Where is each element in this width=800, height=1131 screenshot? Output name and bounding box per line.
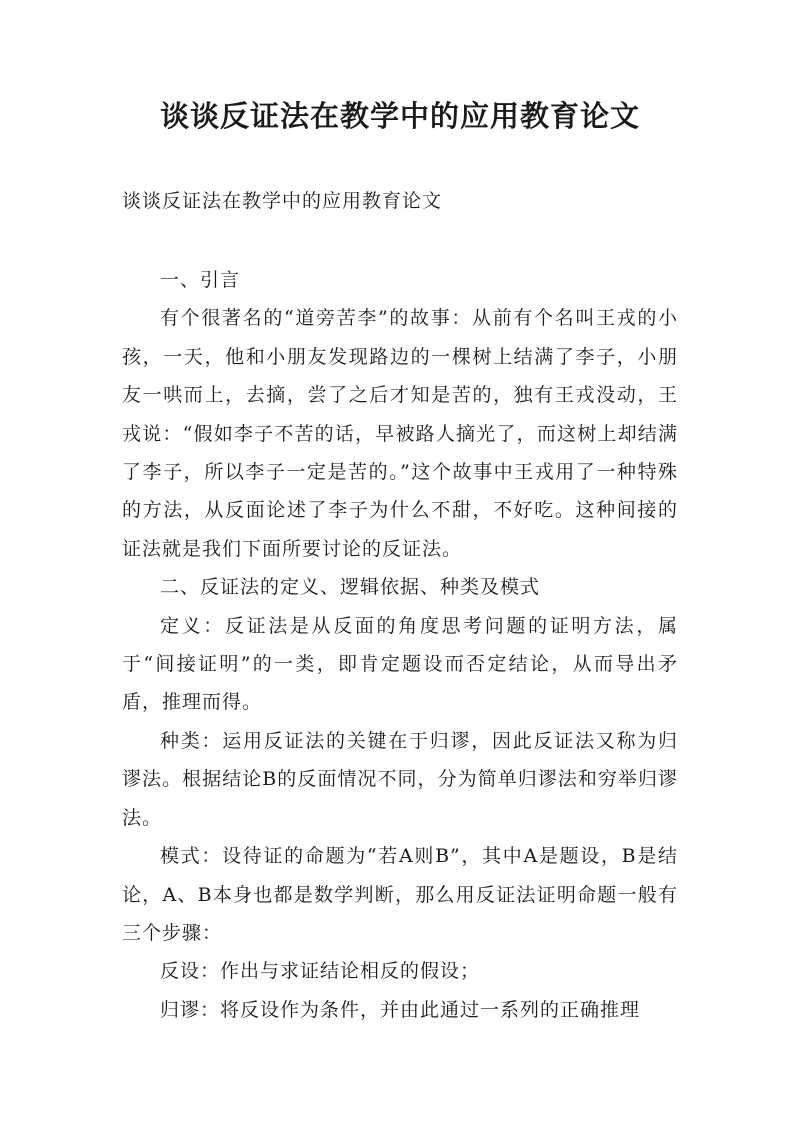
document-body bbox=[122, 261, 678, 1029]
paragraph-step-reduction: 归谬：将反设作为条件，并由此通过一系列的正确推理 bbox=[160, 998, 641, 1021]
document-title: 谈谈反证法在教学中的应用教育论文 bbox=[159, 99, 640, 133]
section-heading-introduction: 一、引言 bbox=[160, 269, 241, 291]
paragraph-types: 种类：运用反证法的关键在于归谬，因此反证法又称为归谬法。根据结论B的反面情况不同，分为简单归谬法和穷举归谬法。 bbox=[122, 729, 678, 829]
document-subtitle: 谈谈反证法在教学中的应用教育论文 bbox=[122, 190, 443, 212]
paragraph-pattern: 模式：设待证的命题为“若A则B”，其中A是题设，B是结论，A、B本身也都是数学判断，那么用反证法证明命题一般有三个步骤： bbox=[122, 845, 678, 944]
section-heading-definition: 二、反证法的定义、逻辑依据、种类及模式 bbox=[160, 576, 541, 599]
paragraph-story: 有个很著名的“道旁苦李”的故事：从前有个名叫王戎的小孩，一天，他和小朋友发现路边的一棵树上结满了李子，小朋友一哄而上，去摘，尝了之后才知是苦的，独有王戎没动，王戎说：“假如李子不苦的话，早被路人摘光了，而这树上却结满了李子，所以李子一定是苦的。”这个故事中王戎用了一种特殊的方法，从反面论述了李子为什么不甜，不好吃。这种间接的证法就是我们下面所要讨论的反证法。 bbox=[122, 307, 678, 560]
paragraph-definition: 定义：反证法是从反面的角度思考问题的证明方法，属于“间接证明”的一类，即肯定题设而否定结论，从而导出矛盾，推理而得。 bbox=[122, 614, 678, 714]
paragraph-step-assumption: 反设：作出与求证结论相反的假设； bbox=[160, 960, 481, 983]
